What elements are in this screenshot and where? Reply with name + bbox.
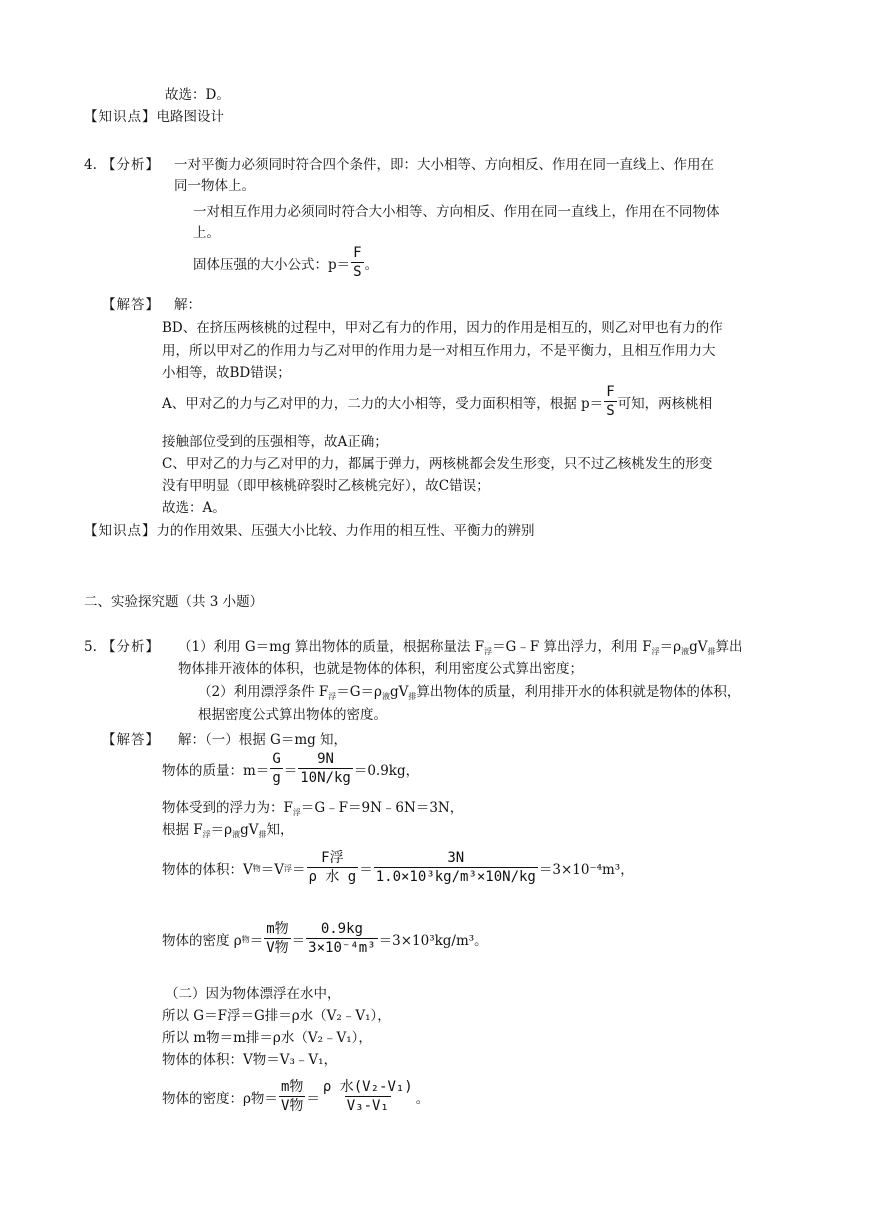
text: ＝G﹣F 算出浮力，利用 F bbox=[492, 639, 652, 655]
q4-a-line1 bbox=[162, 383, 712, 421]
fraction-numerator: 3N bbox=[447, 850, 465, 866]
formula-prefix: 固体压强的大小公式：p＝ bbox=[193, 257, 351, 273]
knowledge-text: 力的作用效果、压强大小比较、力作用的相互性、平衡力的辨别 bbox=[156, 523, 535, 539]
q4-solution-intro: 解： bbox=[174, 297, 201, 313]
fraction bbox=[321, 1078, 415, 1116]
fraction-denominator: S bbox=[606, 403, 615, 419]
text: ＝0.9kg， bbox=[353, 763, 420, 779]
text: ＝3×10³kg/m³。 bbox=[378, 933, 488, 949]
fraction-denominator: S bbox=[353, 264, 362, 280]
q5-part2-intro: （二）因为物体漂浮在水中， bbox=[165, 986, 341, 1002]
fraction-denominator: V₃-V₁ bbox=[346, 1098, 389, 1114]
q4-bd-line2: 用，所以甲对乙的作用力与乙对甲的作用力是一对相互作用力，不是平衡力，且相互作用力大 bbox=[162, 343, 716, 359]
fraction-denominator: V物 bbox=[280, 1098, 304, 1114]
text: ＝ bbox=[306, 1091, 320, 1107]
fraction-numerator: F bbox=[353, 245, 362, 261]
fraction-numerator: m物 bbox=[280, 1079, 304, 1095]
section-title: 二、实验探究题（共 3 小题） bbox=[84, 594, 264, 610]
text: ＝ρ bbox=[210, 822, 233, 838]
text: ＝ bbox=[249, 933, 264, 949]
q3-knowledge bbox=[84, 108, 224, 126]
text: ＝ bbox=[283, 763, 298, 779]
q5-analysis-2 bbox=[198, 683, 740, 706]
text: 。 bbox=[415, 1091, 430, 1107]
fraction bbox=[374, 849, 538, 887]
fraction bbox=[306, 920, 377, 958]
fraction-denominator: 1.0×10³kg/m³×10N/kg bbox=[375, 869, 536, 885]
knowledge-label: 【知识点】 bbox=[84, 109, 157, 125]
text: ＝G﹣F＝9N﹣6N＝3N， bbox=[300, 800, 464, 816]
text: gV bbox=[389, 684, 409, 700]
text: ＝ bbox=[291, 933, 306, 949]
fraction-denominator: 10N/kg bbox=[300, 770, 351, 786]
fraction-denominator: 3×10⁻⁴m³ bbox=[308, 940, 376, 956]
q4-analysis-line3: 一对相互作用力必须同时符合大小相等、方向相反、作用在同一直线上，作用在不同物体 bbox=[193, 204, 720, 220]
text: ＝3×10⁻⁴m³， bbox=[538, 862, 634, 878]
fraction-denominator: ρ 水 g bbox=[308, 869, 357, 885]
subscript: 物 bbox=[241, 934, 250, 944]
q4-number: 4. bbox=[84, 157, 97, 173]
pressure-fraction bbox=[604, 383, 616, 421]
text: 物体的质量：m＝ bbox=[162, 763, 270, 779]
formula-suffix: 。 bbox=[364, 257, 379, 273]
subscript: 液 bbox=[681, 647, 690, 656]
text: （2）利用漂浮条件 F bbox=[198, 684, 329, 700]
text: ＝V bbox=[260, 862, 284, 878]
q5-according bbox=[162, 821, 294, 844]
subscript: 浮 bbox=[484, 647, 493, 656]
q5-solution-intro: 解：（一）根据 G＝mg 知， bbox=[178, 732, 348, 748]
fraction bbox=[279, 1078, 305, 1116]
q4-solution-label: 【解答】 bbox=[102, 297, 160, 313]
fraction-numerator: 9N bbox=[317, 751, 334, 767]
q4-bd-line3: 小相等，故BD错误； bbox=[162, 365, 291, 381]
subscript: 浮 bbox=[651, 647, 660, 656]
q5-so1: 所以 G＝F浮＝G排＝ρ水（V₂﹣V₁）， bbox=[162, 1008, 391, 1024]
subscript: 浮 bbox=[202, 830, 211, 839]
subscript: 排 bbox=[408, 692, 417, 701]
q5-analysis-1 bbox=[178, 638, 743, 661]
fraction bbox=[298, 750, 353, 788]
q4-analysis-label: 【分析】 bbox=[102, 157, 160, 173]
q4-bd-line1: BD、在挤压两核桃的过程中，甲对乙有力的作用，因力的作用是相互的，则乙对甲也有力的作 bbox=[162, 320, 723, 336]
text: gV bbox=[240, 822, 259, 838]
subscript: 液 bbox=[232, 830, 241, 839]
fraction bbox=[264, 920, 290, 958]
fraction-numerator: G bbox=[272, 751, 281, 767]
q3-answer: 故选：D。 bbox=[165, 87, 230, 103]
text: gV bbox=[689, 639, 708, 655]
fraction-numerator: F bbox=[606, 384, 615, 400]
text: ＝ρ bbox=[659, 639, 682, 655]
fraction-numerator: ρ 水(V₂-V₁) bbox=[322, 1079, 413, 1095]
q5-analysis-2-line2: 根据密度公式算出物体的密度。 bbox=[198, 707, 387, 723]
knowledge-label: 【知识点】 bbox=[84, 523, 157, 539]
subscript: 排 bbox=[707, 647, 716, 656]
text: （1）利用 G＝mg 算出物体的质量，根据称量法 F bbox=[178, 639, 485, 655]
a-line-prefix: A、甲对乙的力与乙对甲的力，二力的大小相等，受力面积相等，根据 p＝ bbox=[162, 396, 604, 412]
fraction-numerator: 0.9kg bbox=[320, 921, 363, 937]
q5-buoyancy bbox=[162, 799, 463, 822]
fraction-numerator: m物 bbox=[266, 921, 289, 937]
subscript: 浮 bbox=[284, 863, 292, 873]
q5-solution-label: 【解答】 bbox=[102, 732, 160, 748]
subscript: 物 bbox=[252, 863, 261, 873]
a-line-suffix: 可知，两核桃相 bbox=[617, 396, 713, 412]
q5-analysis-label: 【分析】 bbox=[102, 639, 160, 655]
q5-analysis-1-line2: 物体排开液体的体积，也就是物体的体积，利用密度公式算出密度； bbox=[178, 661, 583, 677]
q5-volume2: 物体的体积：V物＝V₃﹣V₁， bbox=[162, 1052, 338, 1068]
text: 算出 bbox=[715, 639, 743, 655]
q4-answer: 故选：A。 bbox=[162, 500, 226, 516]
q4-a-line2: 接触部位受到的压强相等，故A正确； bbox=[162, 434, 388, 450]
q4-knowledge bbox=[84, 522, 535, 540]
subscript: 浮 bbox=[328, 692, 337, 701]
text: 物体的体积：V bbox=[162, 862, 253, 878]
text: 根据 F bbox=[162, 822, 203, 838]
pressure-fraction bbox=[351, 244, 363, 282]
text: 算出物体的质量，利用排开水的体积就是物体的体积， bbox=[416, 684, 741, 700]
subscript: 排 bbox=[258, 830, 267, 839]
text: ＝G＝ρ bbox=[336, 684, 382, 700]
q4-pressure-formula bbox=[193, 244, 378, 282]
fraction bbox=[307, 849, 359, 887]
q5-density-formula bbox=[162, 920, 488, 958]
q4-c-line1: C、甲对乙的力与乙对甲的力，都属于弹力，两核桃都会发生形变，只不过乙核桃发生的形变 bbox=[162, 456, 713, 472]
fraction-denominator: g bbox=[272, 770, 281, 786]
q4-analysis-line4: 上。 bbox=[193, 225, 220, 241]
fraction bbox=[270, 750, 282, 788]
fraction-numerator: F浮 bbox=[321, 850, 344, 866]
knowledge-text: 电路图设计 bbox=[156, 109, 224, 125]
q5-volume-formula bbox=[162, 849, 634, 887]
subscript: 液 bbox=[381, 692, 390, 701]
text: 知， bbox=[266, 822, 294, 838]
q4-analysis-line2: 同一物体上。 bbox=[174, 178, 255, 194]
text: 物体的密度：ρ物＝ bbox=[162, 1091, 278, 1107]
q5-mass-formula bbox=[162, 750, 419, 788]
fraction-denominator: V物 bbox=[266, 940, 289, 956]
text: ＝ bbox=[359, 862, 373, 878]
q5-so2: 所以 m物＝m排＝ρ水（V₂﹣V₁）， bbox=[162, 1030, 372, 1046]
q5-number: 5. bbox=[84, 639, 97, 655]
subscript: 浮 bbox=[292, 808, 301, 817]
text: ＝ bbox=[292, 862, 306, 878]
text: 物体受到的浮力为：F bbox=[162, 800, 293, 816]
text: 物体的密度 ρ bbox=[162, 933, 242, 949]
q5-density2-formula bbox=[162, 1078, 429, 1116]
q4-c-line2: 没有甲明显（即甲核桃碎裂时乙核桃完好），故C错误； bbox=[162, 478, 490, 494]
q4-analysis-line1: 一对平衡力必须同时符合四个条件，即：大小相等、方向相反、作用在同一直线上、作用在 bbox=[174, 157, 714, 173]
